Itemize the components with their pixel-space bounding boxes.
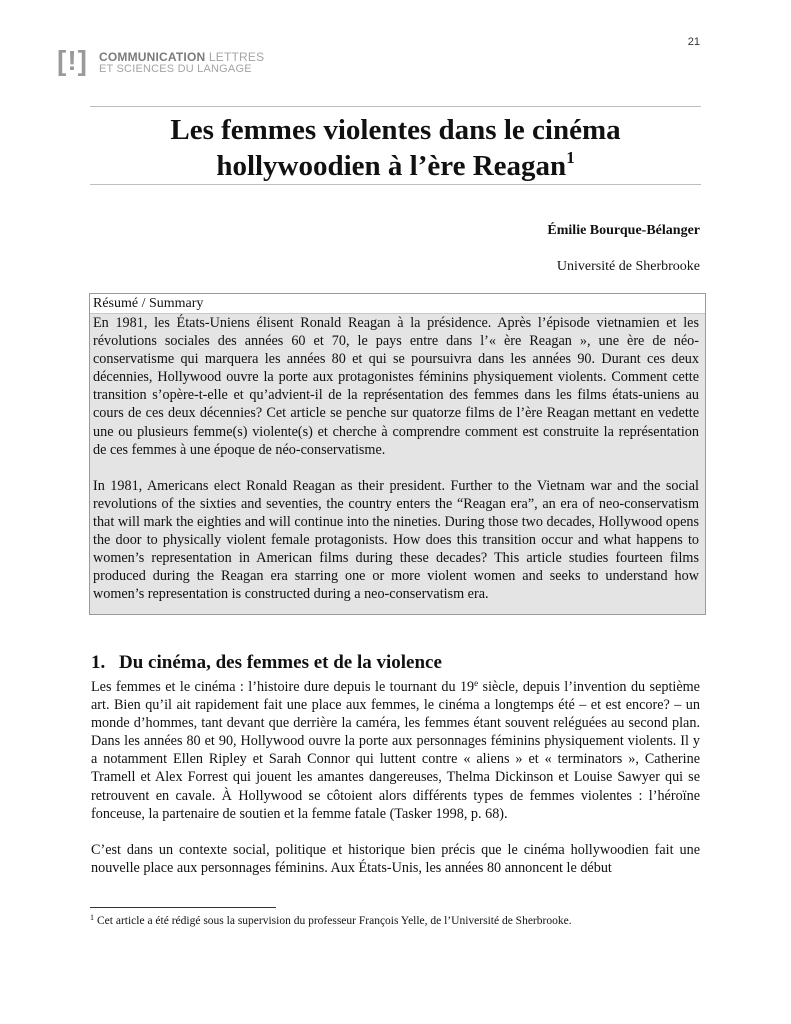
abstract-english: In 1981, Americans elect Ronald Reagan as their president. Further to the Vietnam war and the social revolutions of the sixties and seventies, the country enters the “Reagan era”, an era of neo-conservatism that will mark the eighties and will continue into the nineties. During those two decades, Hollywood opens the door to physically violent female protagonists. How does this transition occur and what happens to women’s representation in American films during these decades? This article studies fourteen films produced during the Reagan era starring one or more violent women and seeks to understand how women’s representation is constructed during a neo-conservatism era. (93, 477, 700, 603)
page-number: 21 (687, 36, 700, 48)
logo-mark: [!] (57, 45, 88, 76)
logo-line2: ET SCIENCES DU LANGAGE (99, 63, 252, 75)
logo-wordmark (99, 51, 264, 75)
title-rule-bottom (90, 184, 701, 185)
footnote-separator (90, 907, 276, 908)
abstract-french: En 1981, les États-Uniens élisent Ronald Reagan à la présidence. Après l’épisode vietnamien et les révolutions sociales des années 60 et 70, le pays entre dans l’« ère Reagan », une ère de néo-conservatisme qui marquera les années 80 et qui se poursuivra dans les années 90. Durant ces deux décennies, Hollywood ouvre la porte aux protagonistes féminins physiquement violents. Comment cette transition s’opère-t-elle et qu’advient-il de la représentation des femmes dans les films états-uniens au cours de ces deux décennies? Cet article se penche sur quatorze films de l’ère Reagan mettant en vedette une ou plusieurs femme(s) violente(s) et cherche à comprendre comment est construite la représentation de ces femmes à une époque de néo-conservatisme. (93, 315, 699, 458)
body-paragraph-2: C’est dans un contexte social, politique et historique bien précis que le cinéma hollywoodien fait une nouvelle place aux personnages féminins. Aux États-Unis, les années 80 annoncent le début (91, 841, 700, 876)
section-heading (91, 651, 442, 675)
p1-part2: siècle, depuis l’invention du septième art. Bien qu’il ait rapidement fait une place aux femmes, le cinéma a longtemps été – et est encore? – un monde d’hommes, tant devant que derrière la caméra, les femmes étant souvent reléguées au second plan. Dans les années 80 et 90, Hollywood ouvre la porte aux personnages féminins physiquement violents. Il y a notamment Ellen Ripley et Sarah Connor qui luttent contre « aliens » et « terminators », Catherine Tramell et Alex Forrest qui jouent les amantes dangereuses, Thelma Dickinson et Louise Sawyer qui se retrouvent en cavale. À Hollywood se côtoient alors différents types de femmes violentes : l’héroïne fonceuse, la partenaire de soutien et la femme fatale (Tasker 1998, p. 68). (91, 679, 700, 822)
title-footnote-ref[interactable]: 1 (566, 148, 575, 167)
p1-part1: Les femmes et le cinéma : l’histoire dure depuis le tournant du 19 (91, 679, 475, 695)
logo-lettres: LETTRES (208, 50, 265, 64)
p1-superscript: e (474, 678, 479, 688)
title-line2: hollywoodien à l’ère Reagan (216, 150, 567, 182)
footnote-text: Cet article a été rédigé sous la supervision du professeur François Yelle, de l’Université de Sherbrooke. (97, 915, 572, 927)
section-title: Du cinéma, des femmes et de la violence (119, 652, 442, 673)
title-line1: Les femmes violentes dans le cinéma (170, 114, 621, 146)
section-number: 1. (91, 652, 106, 673)
author-affiliation: Université de Sherbrooke (556, 259, 700, 274)
section-body (91, 678, 700, 877)
abstract-heading: Résumé / Summary (90, 294, 705, 314)
article-title (90, 112, 701, 184)
footnote (90, 914, 701, 929)
title-rule-top (90, 106, 701, 107)
body-paragraph-1 (91, 678, 700, 823)
logo-communication: COMMUNICATION (99, 50, 206, 64)
logo-line1 (99, 51, 264, 63)
author-name: Émilie Bourque-Bélanger (547, 223, 700, 238)
footnote-number: 1 (90, 913, 94, 922)
abstract-box (89, 293, 706, 615)
